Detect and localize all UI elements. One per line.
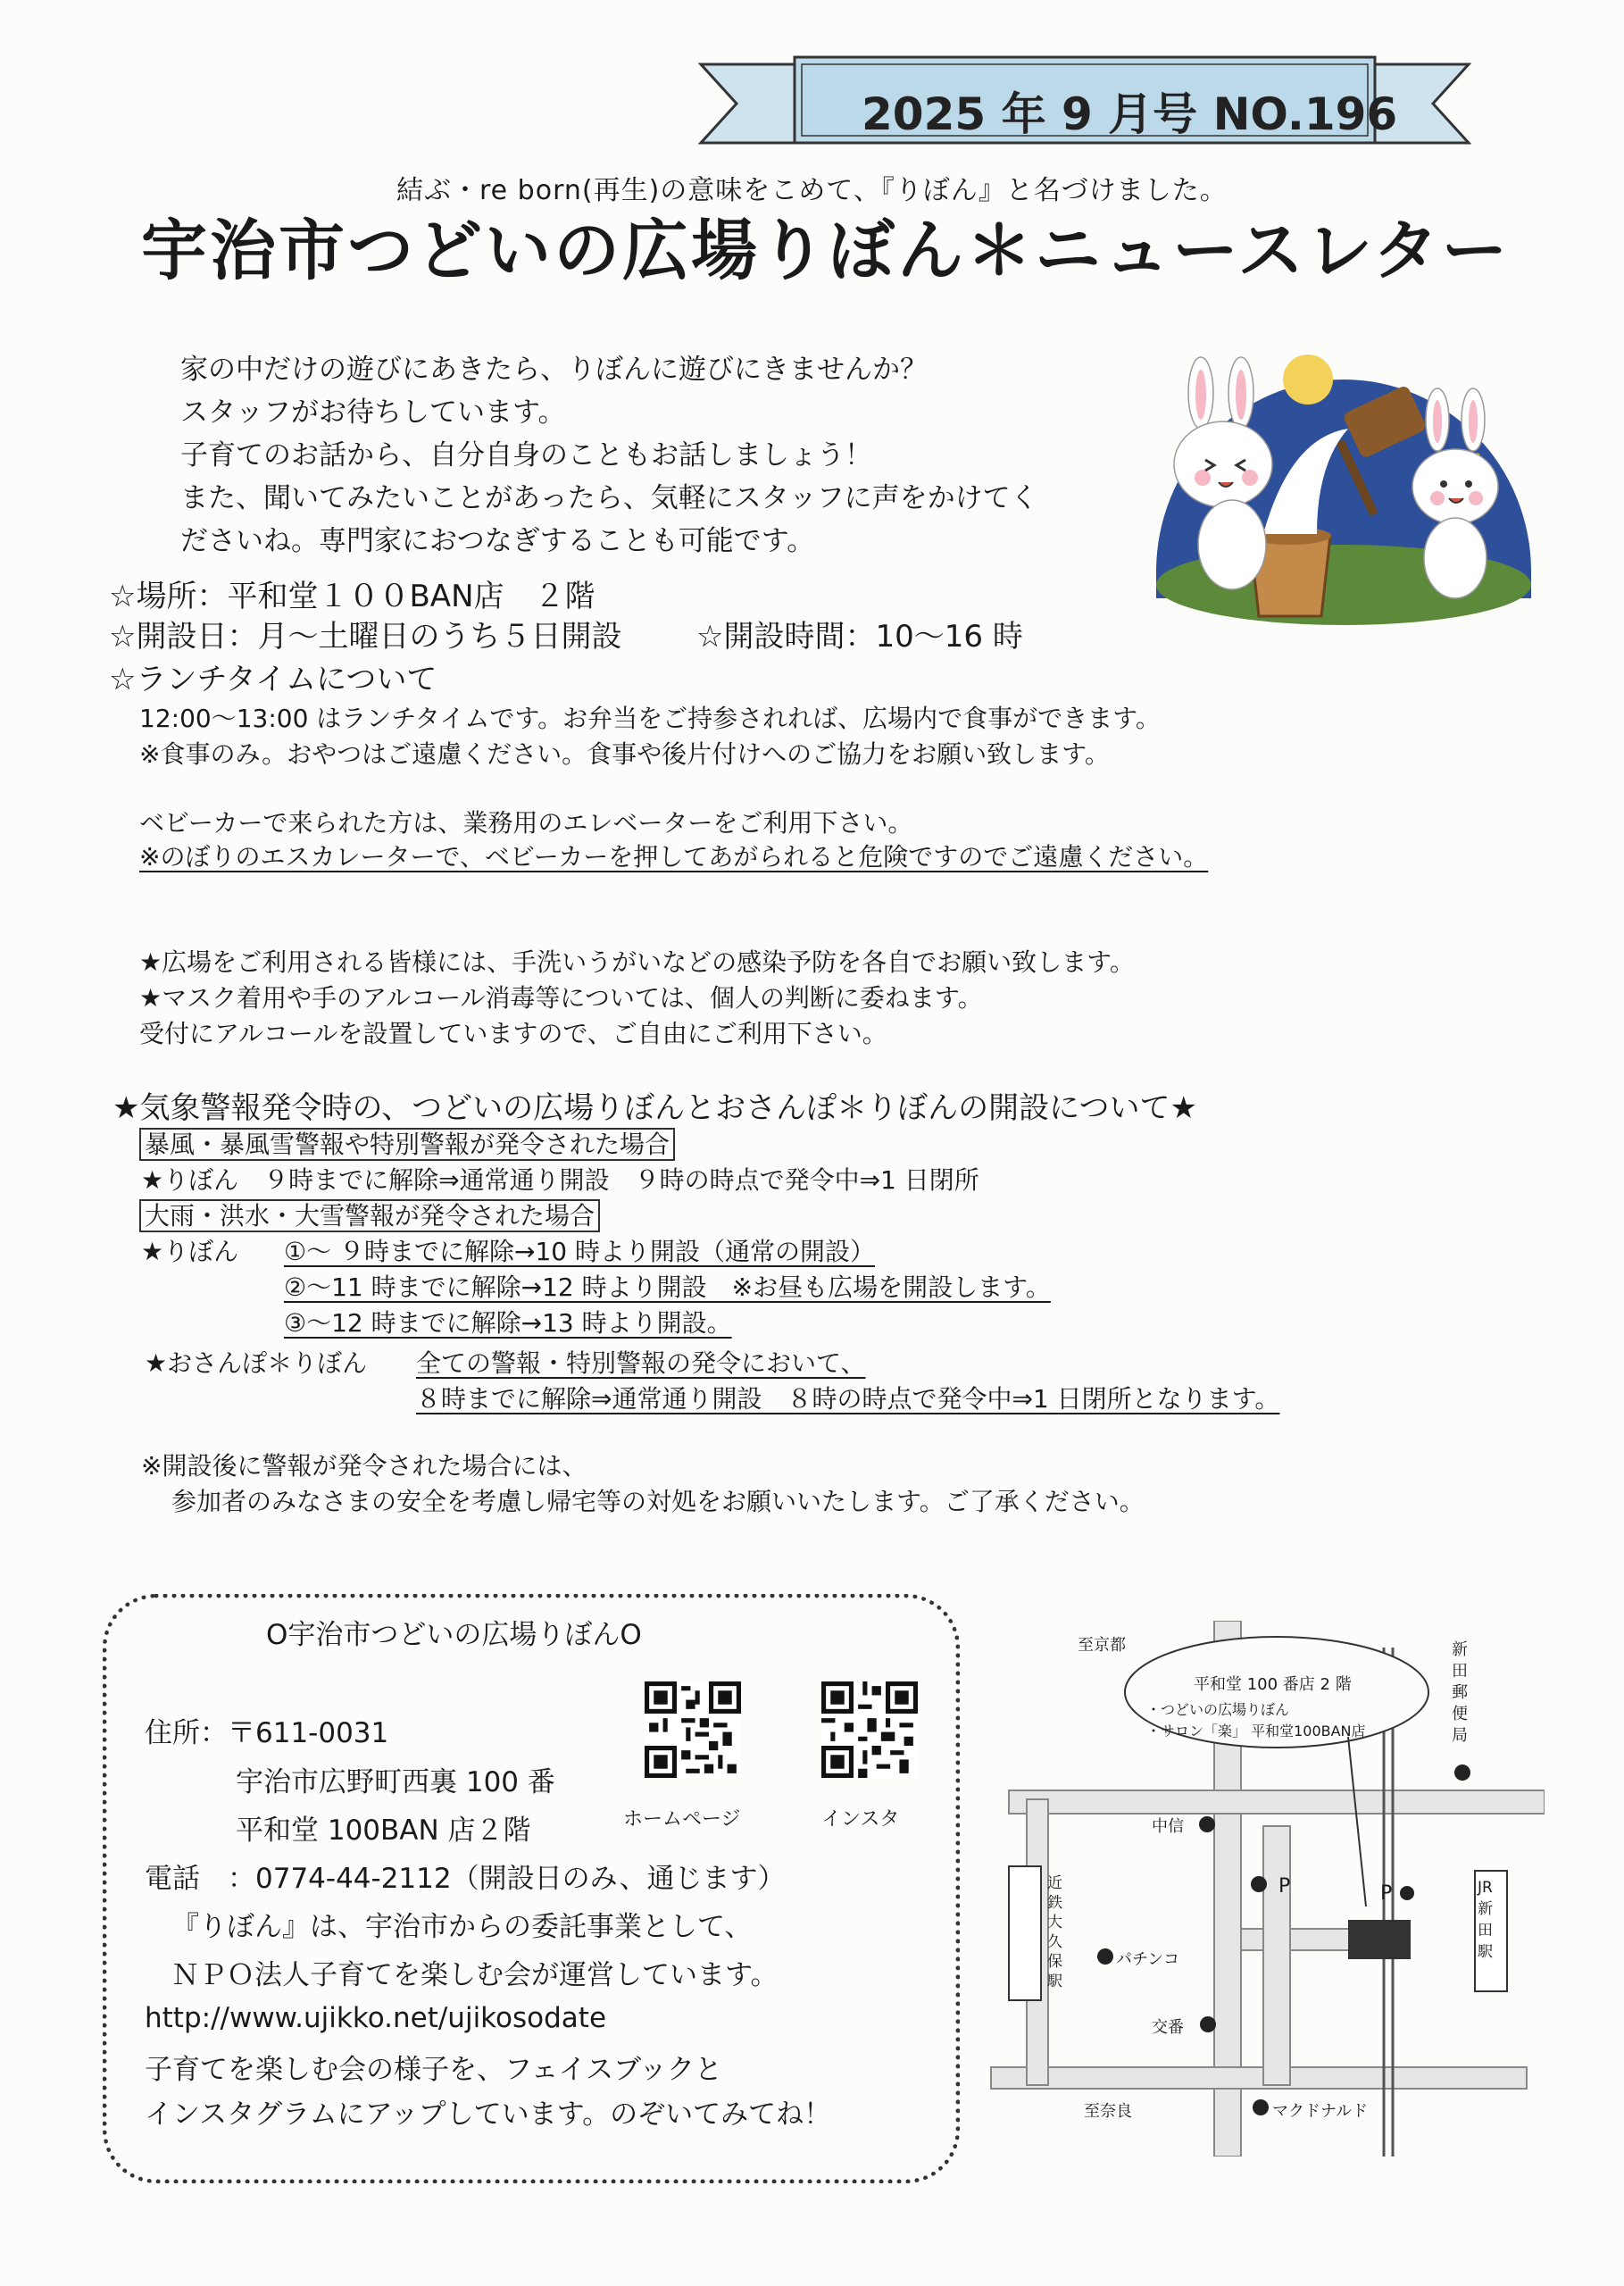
stroller-text-2: ※のぼりのエスカレーターで、ベビーカーを押してあがられると危険ですのでご遠慮ください。: [139, 842, 1209, 872]
map-store-line-2: ・サロン「楽」 平和堂100BAN店: [1146, 1723, 1366, 1740]
info-open-hours: ☆開設時間：10～16 時: [696, 619, 1023, 655]
rain-rule-3: ③～12 時までに解除→13 時より開設。: [284, 1308, 732, 1338]
map-store-line-1: ・つどいの広場りぼん: [1146, 1701, 1290, 1718]
map-label-mcdonalds: マクドナルド: [1272, 2102, 1369, 2121]
lunch-heading: ☆ランチタイムについて: [109, 662, 437, 697]
intro-line: スタッフがお待ちしています。: [180, 396, 566, 429]
map-label-jr-station: JR新田駅: [1478, 1879, 1493, 1961]
sns-line-1: 子育てを楽しむ会の様子を、フェイスブックと: [145, 2054, 722, 2086]
info-place: ☆場所：平和堂１００BAN店 ２階: [109, 579, 595, 614]
intro-text: [180, 348, 1038, 563]
intro-line: 家の中だけの遊びにあきたら、りぼんに遊びにきませんか？: [180, 354, 928, 386]
health-note-2: ★マスク着用や手のアルコール消毒等については、個人の判断に委ねます。: [139, 983, 983, 1013]
health-note-3: 受付にアルコールを設置していますので、ご自由にご利用下さい。: [139, 1019, 887, 1048]
contact-heading: O宇治市つどいの広場りぼんO: [266, 1619, 642, 1651]
map-label-pachinko: パチンコ: [1116, 1950, 1180, 1969]
address-line-3: 平和堂 100BAN 店２階: [236, 1815, 531, 1847]
osanpo-prefix: ★おさんぽ＊りぼん: [145, 1348, 368, 1378]
warning-note-2: 参加者のみなさまの安全を考慮し帰宅等の対処をお願いいたします。ご了承ください。: [171, 1487, 1145, 1516]
map-store-title: 平和堂 100 番店 2 階: [1194, 1675, 1352, 1694]
intro-line: また、聞いてみたいことがあったら、気軽にスタッフに声をかけてく: [180, 482, 1038, 514]
rain-rule-1: ①～ ９時までに解除→10 時より開設（通常の開設）: [284, 1237, 875, 1266]
rain-warning-box: 大雨・洪水・大雪警報が発令された場合: [139, 1199, 600, 1232]
phone-number: 電話 ：0774-44-2112（開設日のみ、通じます）: [145, 1863, 786, 1895]
tagline: 結ぶ・re born(再生)の意味をこめて、『りぼん』と名づけました。: [396, 175, 1228, 206]
issue-number: 2025 年 9 月号 NO.196: [862, 88, 1398, 140]
website-link[interactable]: http://www.ujikko.net/ujikosodate: [145, 2002, 607, 2034]
map-label-kintetsu-station: 近鉄大久保駅: [1047, 1874, 1062, 1990]
map-label-police-box: 交番: [1152, 2018, 1184, 2037]
lunch-text-2: ※食事のみ。おやつはご遠慮ください。食事や後片付けへのご協力をお願い致します。: [139, 739, 1110, 769]
map-label-parking-2: P: [1380, 1882, 1393, 1905]
instagram-qr-code[interactable]: [821, 1681, 918, 1778]
intro-line: 子育てのお話から、自分自身のこともお話しましょう！: [180, 439, 872, 471]
map-label-parking-1: P: [1278, 1875, 1291, 1898]
address-line-2: 宇治市広野町西裏 100 番: [236, 1766, 555, 1798]
stroller-text-1: ベビーカーで来られた方は、業務用のエレベーターをご利用下さい。: [139, 808, 913, 838]
npo-line-2: ＮＰＯ法人子育てを楽しむ会が運営しています。: [171, 1959, 779, 1991]
info-open-days: ☆開設日：月～土曜日のうち５日開設: [109, 619, 622, 655]
map-label-post-office: 新田郵便局: [1452, 1640, 1468, 1745]
homepage-qr-label: ホームページ: [623, 1808, 741, 1831]
storm-warning-label: [139, 1127, 675, 1163]
npo-line-1: 『りぼん』は、宇治市からの委託事業として、: [171, 1911, 753, 1943]
warning-note-1: ※開設後に警報が発令された場合には、: [141, 1451, 587, 1481]
health-note-1: ★広場をご利用される皆様には、手洗いうがいなどの感染予防を各自でお願い致します。: [139, 947, 1135, 977]
address-label: 住所：〒611-0031: [145, 1717, 389, 1749]
rabbit-illustration: [1147, 330, 1540, 643]
instagram-qr-label: インスタ: [821, 1808, 900, 1831]
map-label-bank: 中信: [1152, 1817, 1184, 1836]
warning-title: ★気象警報発令時の、つどいの広場りぼんとおさんぽ＊りぼんの開設について★: [112, 1090, 1197, 1126]
sns-line-2: インスタグラムにアップしています。のぞいてみてね！: [145, 2098, 832, 2131]
intro-line: ださいね。専門家におつなぎすることも可能です。: [180, 525, 815, 557]
rain-rule-2: ②～11 時までに解除→12 時より開設 ※お昼も広場を開設します。: [284, 1272, 1051, 1302]
rain-warning-label: [139, 1198, 600, 1234]
osanpo-rule-1: 全ての警報・特別警報の発令において、: [416, 1348, 866, 1378]
lunch-text-1: 12:00～13:00 はランチタイムです。お弁当をご持参されれば、広場内で食事ができます。: [139, 704, 1161, 733]
newsletter-title: 宇治市つどいの広場りぼん＊ニュースレター: [141, 213, 1511, 289]
map-label-to-nara: 至奈良: [1084, 2102, 1132, 2121]
osanpo-rule-2: ８時までに解除⇒通常通り開設 ８時の時点で発令中⇒1 日閉所となります。: [416, 1384, 1280, 1414]
ribbon-prefix: ★りぼん: [141, 1237, 239, 1266]
homepage-qr-code[interactable]: [645, 1681, 741, 1778]
storm-warning-box: 暴風・暴風雪警報や特別警報が発令された場合: [139, 1128, 675, 1161]
map-label-to-kyoto: 至京都: [1078, 1636, 1126, 1655]
storm-warning-rule: ★りぼん ９時までに解除⇒通常通り開設 ９時の時点で発令中⇒1 日閉所: [141, 1165, 979, 1195]
